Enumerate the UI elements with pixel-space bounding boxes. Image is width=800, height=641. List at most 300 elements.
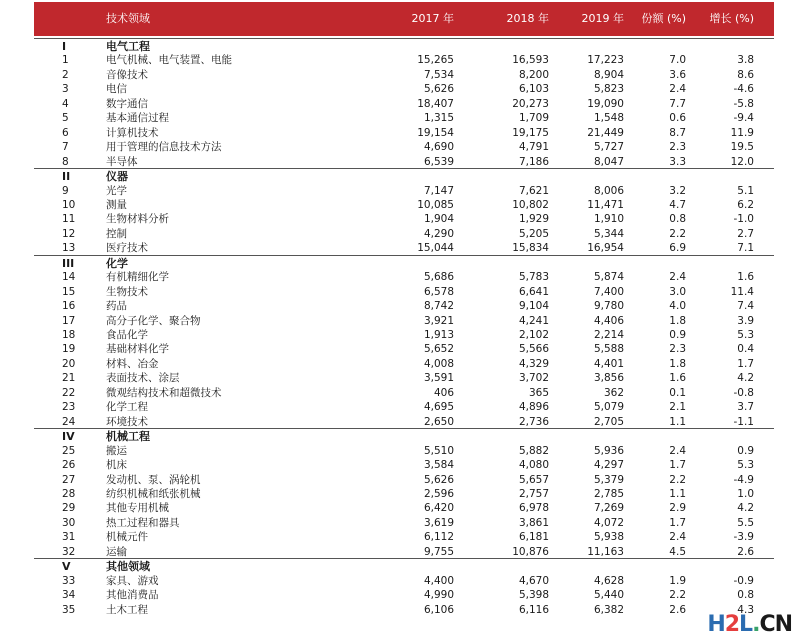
- value-growth: 2.7: [737, 227, 754, 240]
- row-field-name: 药品: [106, 300, 127, 313]
- table-row: [34, 488, 774, 501]
- value-share: 2.3: [669, 343, 686, 356]
- value-2018: 3,702: [518, 372, 549, 385]
- table-row: [34, 83, 774, 96]
- value-2019: 2,705: [593, 415, 624, 428]
- value-share: 1.6: [669, 372, 686, 385]
- value-2019: 17,223: [587, 54, 624, 67]
- value-share: 3.6: [669, 68, 686, 81]
- value-2017: 5,686: [423, 271, 454, 284]
- table-row: [34, 315, 774, 328]
- value-share: 2.1: [669, 401, 686, 414]
- value-2019: 5,874: [593, 271, 624, 284]
- value-growth: 0.4: [737, 343, 754, 356]
- row-number: 14: [62, 271, 76, 284]
- section-code: I: [62, 40, 67, 53]
- value-2019: 4,628: [593, 574, 624, 587]
- value-share: 2.4: [669, 271, 686, 284]
- value-2018: 19,175: [512, 126, 549, 139]
- section-divider: [34, 38, 774, 39]
- value-2018: 6,641: [518, 285, 549, 298]
- value-growth: 12.0: [730, 155, 754, 168]
- value-share: 3.3: [669, 155, 686, 168]
- value-2019: 6,382: [593, 603, 624, 616]
- value-2018: 4,791: [518, 141, 549, 154]
- section-name: 电气工程: [106, 40, 150, 53]
- value-2017: 406: [433, 386, 454, 399]
- value-2019: 4,401: [593, 357, 624, 370]
- value-2019: 2,785: [593, 487, 624, 500]
- value-2018: 2,102: [518, 329, 549, 341]
- row-field-name: 数字通信: [106, 97, 148, 110]
- row-number: 11: [62, 213, 76, 226]
- value-2017: 6,539: [423, 155, 454, 168]
- value-share: 2.4: [669, 83, 686, 96]
- value-2017: 3,584: [423, 459, 454, 472]
- row-number: 2: [62, 68, 69, 81]
- value-growth: 5.1: [737, 184, 754, 197]
- row-number: 3: [62, 83, 69, 96]
- table-header: [34, 2, 774, 36]
- row-number: 32: [62, 545, 76, 558]
- table-row: [34, 213, 774, 226]
- value-2019: 8,047: [593, 155, 624, 168]
- table-row: [34, 69, 774, 82]
- table-row: [34, 300, 774, 313]
- row-number: 27: [62, 473, 76, 486]
- row-number: 28: [62, 487, 76, 500]
- row-number: 5: [62, 112, 69, 125]
- value-share: 1.1: [669, 487, 686, 500]
- value-2017: 7,147: [423, 184, 454, 197]
- value-2018: 1,929: [518, 213, 549, 226]
- table-row: [34, 185, 774, 198]
- value-growth: 19.5: [730, 141, 754, 154]
- value-share: 1.8: [669, 314, 686, 327]
- row-field-name: 控制: [106, 227, 127, 240]
- row-number: 23: [62, 401, 76, 414]
- table-row: [34, 575, 774, 588]
- value-growth: 2.6: [737, 545, 754, 558]
- value-2019: 9,780: [593, 300, 624, 313]
- row-number: 25: [62, 444, 76, 457]
- table-row: [34, 531, 774, 544]
- value-2017: 1,315: [423, 112, 454, 125]
- value-2017: 7,534: [423, 68, 454, 81]
- value-2017: 2,596: [423, 487, 454, 500]
- value-2018: 3,861: [518, 516, 549, 529]
- row-field-name: 发动机、泵、涡轮机: [106, 473, 201, 486]
- table-row: [34, 387, 774, 400]
- value-growth: 3.8: [737, 54, 754, 67]
- row-field-name: 生物技术: [106, 285, 148, 298]
- row-number: 19: [62, 343, 76, 356]
- value-2019: 5,079: [593, 401, 624, 414]
- value-growth: 8.6: [737, 68, 754, 81]
- value-2018: 20,273: [512, 97, 549, 110]
- value-2018: 1,709: [518, 112, 549, 125]
- value-2019: 5,588: [593, 343, 624, 356]
- value-2019: 3,856: [593, 372, 624, 385]
- value-2017: 15,265: [417, 54, 454, 67]
- row-number: 30: [62, 516, 76, 529]
- value-2017: 5,626: [423, 83, 454, 96]
- section-code: IV: [62, 430, 75, 444]
- table-row: [34, 604, 774, 617]
- row-field-name: 测量: [106, 198, 127, 211]
- table-row: [34, 127, 774, 140]
- row-field-name: 医疗技术: [106, 242, 148, 255]
- row-number: 12: [62, 227, 76, 240]
- table-row: [34, 228, 774, 241]
- value-2018: 365: [528, 386, 549, 399]
- table-row: [34, 474, 774, 487]
- section-header-row: [34, 170, 774, 183]
- row-number: 15: [62, 285, 76, 298]
- table-row: [34, 98, 774, 111]
- value-2017: 1,913: [423, 329, 454, 341]
- value-growth: -3.9: [733, 531, 754, 544]
- row-field-name: 纺织机械和纸张机械: [106, 487, 201, 500]
- value-share: 4.7: [669, 198, 686, 211]
- table-row: [34, 546, 774, 559]
- value-growth: 3.7: [737, 401, 754, 414]
- table-row: [34, 271, 774, 284]
- value-2019: 5,440: [593, 589, 624, 602]
- value-share: 1.7: [669, 516, 686, 529]
- section-name: 化学: [106, 256, 128, 270]
- value-2019: 7,400: [593, 285, 624, 298]
- header-2017: 2017 年: [411, 12, 454, 25]
- value-share: 7.7: [669, 97, 686, 110]
- value-share: 2.2: [669, 473, 686, 486]
- table-row: [34, 141, 774, 154]
- value-growth: 3.9: [737, 314, 754, 327]
- value-growth: 1.0: [737, 487, 754, 500]
- row-number: 22: [62, 386, 76, 399]
- row-field-name: 其他专用机械: [106, 502, 169, 515]
- value-2017: 15,044: [417, 242, 454, 255]
- value-2019: 4,406: [593, 314, 624, 327]
- value-2017: 3,619: [423, 516, 454, 529]
- value-share: 4.0: [669, 300, 686, 313]
- value-2019: 5,938: [593, 531, 624, 544]
- value-2019: 5,936: [593, 444, 624, 457]
- row-number: 1: [62, 54, 69, 67]
- h2l-watermark-logo: H2L.CN: [707, 612, 792, 637]
- row-number: 16: [62, 300, 76, 313]
- value-2019: 19,090: [587, 97, 624, 110]
- value-growth: -0.8: [733, 386, 754, 399]
- value-share: 6.9: [669, 242, 686, 255]
- table-row: [34, 156, 774, 169]
- row-field-name: 用于管理的信息技术方法: [106, 141, 222, 154]
- table-row: [34, 502, 774, 515]
- section-name: 机械工程: [106, 430, 150, 444]
- value-2017: 4,400: [423, 574, 454, 587]
- value-2019: 362: [603, 386, 624, 399]
- value-growth: 11.9: [730, 126, 754, 139]
- value-2018: 10,802: [512, 198, 549, 211]
- row-number: 29: [62, 502, 76, 515]
- value-2018: 4,080: [518, 459, 549, 472]
- section-code: III: [62, 256, 75, 270]
- value-share: 2.3: [669, 141, 686, 154]
- value-2018: 6,116: [518, 603, 549, 616]
- value-growth: 7.1: [737, 242, 754, 255]
- value-2018: 6,181: [518, 531, 549, 544]
- value-growth: 1.6: [737, 271, 754, 284]
- value-2018: 6,978: [518, 502, 549, 515]
- value-share: 2.2: [669, 227, 686, 240]
- value-2019: 11,471: [587, 198, 624, 211]
- value-2017: 3,591: [423, 372, 454, 385]
- table-row: [34, 112, 774, 125]
- row-field-name: 家具、游戏: [106, 574, 159, 587]
- value-share: 4.5: [669, 545, 686, 558]
- value-2017: 3,921: [423, 314, 454, 327]
- value-2019: 4,297: [593, 459, 624, 472]
- header-growth: 增长 (%): [709, 12, 754, 25]
- value-share: 3.0: [669, 285, 686, 298]
- row-field-name: 搬运: [106, 444, 127, 457]
- row-field-name: 音像技术: [106, 68, 148, 81]
- value-2017: 6,420: [423, 502, 454, 515]
- row-field-name: 食品化学: [106, 329, 148, 341]
- value-growth: -5.8: [733, 97, 754, 110]
- value-2018: 5,783: [518, 271, 549, 284]
- value-2017: 8,742: [423, 300, 454, 313]
- value-growth: -1.0: [733, 213, 754, 226]
- table-row: [34, 358, 774, 371]
- value-2017: 19,154: [417, 126, 454, 139]
- value-growth: 4.3: [737, 603, 754, 616]
- value-2019: 8,904: [593, 68, 624, 81]
- row-field-name: 其他消费品: [106, 589, 159, 602]
- row-field-name: 环境技术: [106, 415, 148, 428]
- value-2018: 5,205: [518, 227, 549, 240]
- value-2019: 8,006: [593, 184, 624, 197]
- table-row: [34, 416, 774, 429]
- value-growth: 5.5: [737, 516, 754, 529]
- value-share: 2.9: [669, 502, 686, 515]
- row-field-name: 机床: [106, 459, 127, 472]
- value-share: 7.0: [669, 54, 686, 67]
- value-2019: 5,379: [593, 473, 624, 486]
- row-field-name: 高分子化学、聚合物: [106, 314, 201, 327]
- row-number: 33: [62, 574, 76, 587]
- table-row: [34, 589, 774, 602]
- row-number: 17: [62, 314, 76, 327]
- value-2017: 18,407: [417, 97, 454, 110]
- value-growth: -4.6: [733, 83, 754, 96]
- value-2018: 4,329: [518, 357, 549, 370]
- value-growth: 0.9: [737, 444, 754, 457]
- row-number: 8: [62, 155, 69, 168]
- row-field-name: 土木工程: [106, 603, 148, 616]
- value-2017: 5,626: [423, 473, 454, 486]
- value-2018: 5,882: [518, 444, 549, 457]
- value-growth: 7.4: [737, 300, 754, 313]
- value-share: 1.9: [669, 574, 686, 587]
- value-share: 2.2: [669, 589, 686, 602]
- value-2018: 4,670: [518, 574, 549, 587]
- value-2017: 9,755: [423, 545, 454, 558]
- value-growth: 4.2: [737, 502, 754, 515]
- value-2018: 4,896: [518, 401, 549, 414]
- row-number: 10: [62, 198, 76, 211]
- value-2017: 2,650: [423, 415, 454, 428]
- section-divider: [34, 255, 774, 256]
- value-2017: 4,690: [423, 141, 454, 154]
- row-number: 4: [62, 97, 69, 110]
- section-header-row: [34, 430, 774, 443]
- value-2017: 5,510: [423, 444, 454, 457]
- value-growth: 1.7: [737, 357, 754, 370]
- table-row: [34, 459, 774, 472]
- section-header-row: [34, 560, 774, 573]
- table-row: [34, 343, 774, 356]
- table-row: [34, 372, 774, 385]
- value-growth: -4.9: [733, 473, 754, 486]
- value-2018: 9,104: [518, 300, 549, 313]
- header-share: 份额 (%): [641, 12, 686, 25]
- table-row: [34, 329, 774, 342]
- value-2019: 5,727: [593, 141, 624, 154]
- header-field: 技术领域: [106, 12, 150, 25]
- value-growth: -9.4: [733, 112, 754, 125]
- value-2019: 1,548: [593, 112, 624, 125]
- value-growth: 5.3: [737, 329, 754, 341]
- value-2017: 6,112: [423, 531, 454, 544]
- value-growth: 4.2: [737, 372, 754, 385]
- row-number: 18: [62, 329, 76, 341]
- value-share: 8.7: [669, 126, 686, 139]
- row-number: 6: [62, 126, 69, 139]
- value-share: 1.7: [669, 459, 686, 472]
- value-share: 2.4: [669, 444, 686, 457]
- value-2019: 1,910: [593, 213, 624, 226]
- table-row: [34, 445, 774, 458]
- value-2018: 5,657: [518, 473, 549, 486]
- section-header-row: [34, 257, 774, 270]
- value-share: 0.9: [669, 329, 686, 341]
- row-field-name: 热工过程和器具: [106, 516, 180, 529]
- value-share: 3.2: [669, 184, 686, 197]
- value-2018: 2,757: [518, 487, 549, 500]
- row-number: 34: [62, 589, 76, 602]
- row-field-name: 微观结构技术和超微技术: [106, 386, 222, 399]
- row-field-name: 基本通信过程: [106, 112, 169, 125]
- value-share: 2.6: [669, 603, 686, 616]
- value-2018: 4,241: [518, 314, 549, 327]
- value-2018: 5,566: [518, 343, 549, 356]
- value-2017: 5,652: [423, 343, 454, 356]
- row-field-name: 计算机技术: [106, 126, 159, 139]
- value-2017: 1,904: [423, 213, 454, 226]
- row-number: 31: [62, 531, 76, 544]
- row-number: 24: [62, 415, 76, 428]
- row-field-name: 表面技术、涂层: [106, 372, 180, 385]
- value-2018: 15,834: [512, 242, 549, 255]
- row-field-name: 电气机械、电气装置、电能: [106, 54, 232, 67]
- value-2019: 11,163: [587, 545, 624, 558]
- value-share: 0.8: [669, 213, 686, 226]
- section-code: V: [62, 560, 71, 574]
- value-2018: 5,398: [518, 589, 549, 602]
- value-2017: 4,290: [423, 227, 454, 240]
- value-share: 2.4: [669, 531, 686, 544]
- value-growth: 11.4: [730, 285, 754, 298]
- value-2018: 6,103: [518, 83, 549, 96]
- row-field-name: 化学工程: [106, 401, 148, 414]
- value-2017: 4,008: [423, 357, 454, 370]
- value-2018: 2,736: [518, 415, 549, 428]
- value-growth: 0.8: [737, 589, 754, 602]
- table-row: [34, 401, 774, 414]
- value-2019: 5,344: [593, 227, 624, 240]
- table-row: [34, 517, 774, 530]
- row-field-name: 有机精细化学: [106, 271, 169, 284]
- row-number: 9: [62, 184, 69, 197]
- row-field-name: 光学: [106, 184, 127, 197]
- value-2019: 4,072: [593, 516, 624, 529]
- row-field-name: 基础材料化学: [106, 343, 169, 356]
- value-2018: 7,186: [518, 155, 549, 168]
- row-number: 35: [62, 603, 76, 616]
- row-field-name: 半导体: [106, 155, 138, 168]
- value-growth: 6.2: [737, 198, 754, 211]
- value-2017: 4,695: [423, 401, 454, 414]
- row-number: 7: [62, 141, 69, 154]
- section-divider: [34, 168, 774, 169]
- value-2018: 8,200: [518, 68, 549, 81]
- value-2017: 4,990: [423, 589, 454, 602]
- header-2018: 2018 年: [506, 12, 549, 25]
- row-number: 20: [62, 357, 76, 370]
- value-2019: 2,214: [593, 329, 624, 341]
- value-growth: 5.3: [737, 459, 754, 472]
- table-row: [34, 286, 774, 299]
- row-field-name: 材料、冶金: [106, 357, 159, 370]
- row-number: 13: [62, 242, 76, 255]
- row-field-name: 机械元件: [106, 531, 148, 544]
- value-growth: -0.9: [733, 574, 754, 587]
- value-2018: 16,593: [512, 54, 549, 67]
- table-row: [34, 242, 774, 255]
- row-number: 21: [62, 372, 76, 385]
- value-2017: 10,085: [417, 198, 454, 211]
- header-2019: 2019 年: [581, 12, 624, 25]
- value-2019: 7,269: [593, 502, 624, 515]
- value-2019: 16,954: [587, 242, 624, 255]
- row-field-name: 生物材料分析: [106, 213, 169, 226]
- section-header-row: [34, 40, 774, 53]
- value-growth: -1.1: [733, 415, 754, 428]
- row-field-name: 运输: [106, 545, 127, 558]
- value-2017: 6,578: [423, 285, 454, 298]
- value-2019: 5,823: [593, 83, 624, 96]
- value-2018: 10,876: [512, 545, 549, 558]
- value-share: 0.6: [669, 112, 686, 125]
- row-number: 26: [62, 459, 76, 472]
- value-2019: 21,449: [587, 126, 624, 139]
- section-name: 其他领域: [106, 560, 150, 574]
- value-share: 1.8: [669, 357, 686, 370]
- section-divider: [34, 428, 774, 429]
- value-2018: 7,621: [518, 184, 549, 197]
- row-field-name: 电信: [106, 83, 127, 96]
